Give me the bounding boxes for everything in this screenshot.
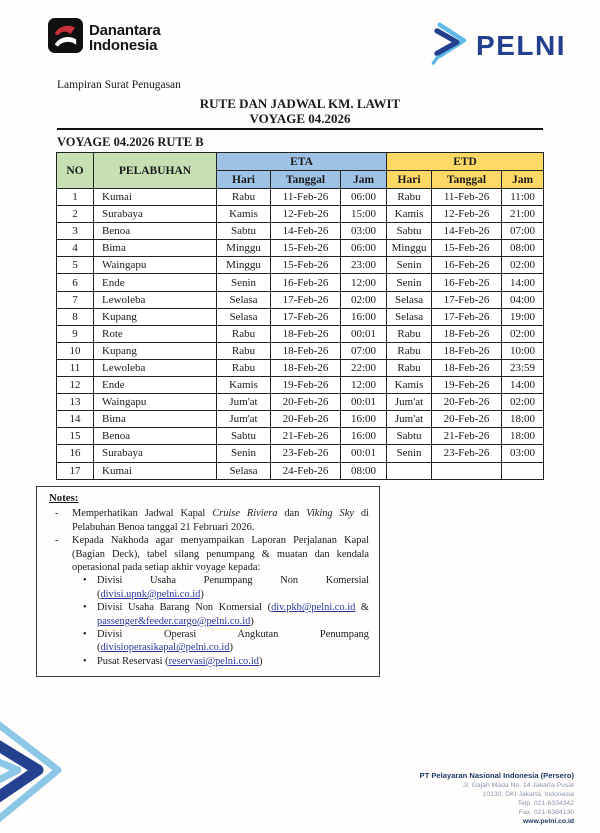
cell-pelabuhan: Benoa (94, 428, 217, 445)
cell-eta-hari: Selasa (217, 291, 271, 308)
footer-fax: Fax. 021-6384130 (518, 809, 574, 816)
cell-etd-jam: 18:00 (502, 411, 544, 428)
col-group-eta: ETA (217, 153, 387, 171)
cell-etd-tanggal: 20-Feb-26 (432, 411, 502, 428)
schedule-table-row (57, 223, 544, 240)
cell-eta-hari: Sabtu (217, 428, 271, 445)
cell-no: 16 (57, 445, 94, 462)
text-segment: ) (258, 655, 263, 667)
cell-etd-jam: 02:00 (502, 325, 544, 342)
cell-eta-tanggal: 11-Feb-26 (271, 189, 341, 206)
cell-no: 15 (57, 428, 94, 445)
cell-etd-tanggal (432, 462, 502, 479)
footer-website: www.pelni.co.id (522, 818, 574, 825)
schedule-table-row (57, 428, 544, 445)
schedule-table-row (57, 308, 544, 325)
text-segment: Cruise Riviera (212, 508, 278, 520)
danantara-logo (48, 18, 161, 58)
cell-eta-jam: 07:00 (341, 342, 387, 359)
cell-eta-tanggal: 18-Feb-26 (271, 325, 341, 342)
notes-heading: Notes: (49, 492, 79, 504)
text-segment: Divisi Operasi Angkutan Penumpang ( (97, 629, 369, 654)
pelni-chevron-watermark (0, 714, 89, 833)
cell-etd-tanggal: 18-Feb-26 (432, 359, 502, 376)
cell-eta-jam: 12:00 (341, 274, 387, 291)
cell-etd-tanggal: 21-Feb-26 (432, 428, 502, 445)
list-marker: • (83, 629, 87, 641)
pelni-logo (430, 21, 566, 70)
cell-eta-hari: Rabu (217, 359, 271, 376)
cell-etd-jam (502, 462, 544, 479)
title-line2: VOYAGE 04.2026 (249, 111, 351, 126)
cell-etd-hari: Sabtu (387, 428, 432, 445)
cell-no: 13 (57, 394, 94, 411)
schedule-table (56, 152, 544, 480)
cell-no: 8 (57, 308, 94, 325)
cell-eta-tanggal: 16-Feb-26 (271, 274, 341, 291)
text-segment: Divisi Usaha Barang Non Komersial ( (97, 602, 272, 614)
footer-contact-block (420, 771, 574, 826)
danantara-wordmark (89, 23, 161, 53)
cell-pelabuhan: Lewoleba (94, 291, 217, 308)
cell-etd-tanggal: 20-Feb-26 (432, 394, 502, 411)
cell-no: 12 (57, 377, 94, 394)
cell-no: 2 (57, 206, 94, 223)
notes-bullet-list (49, 574, 369, 668)
schedule-table-row (57, 342, 544, 359)
schedule-table-row (57, 359, 544, 376)
cell-no: 4 (57, 240, 94, 257)
cell-eta-hari: Jum'at (217, 394, 271, 411)
cell-eta-jam: 15:00 (341, 206, 387, 223)
text-segment: Kepada Nakhoda agar menyampaikan Laporan Perjalanan Kapal (Bagian Deck), tabel silang penumpang & muatan dan kendala operasional pada setiap akhir voyage kepada: (72, 535, 369, 574)
notes-dash-item (49, 507, 369, 534)
cell-eta-jam: 22:00 (341, 359, 387, 376)
cell-eta-hari: Senin (217, 274, 271, 291)
cell-eta-hari: Kamis (217, 206, 271, 223)
text-segment: di Pelabuhan Benoa tanggal 21 Februari 2026. (72, 508, 369, 533)
lampiran-label: Lampiran Surat Penugasan (57, 79, 181, 91)
cell-pelabuhan: Bima (94, 240, 217, 257)
list-item-text (97, 601, 369, 628)
list-marker: • (83, 602, 87, 614)
cell-no: 5 (57, 257, 94, 274)
cell-etd-hari: Rabu (387, 189, 432, 206)
notes-bullet-item (49, 574, 369, 601)
cell-etd-jam: 14:00 (502, 377, 544, 394)
text-segment: ) (250, 615, 254, 627)
col-header-etd-tanggal: Tanggal (432, 171, 502, 189)
cell-eta-jam: 03:00 (341, 223, 387, 240)
schedule-table-row (57, 274, 544, 291)
cell-eta-hari: Selasa (217, 308, 271, 325)
cell-pelabuhan: Benoa (94, 223, 217, 240)
cell-etd-tanggal: 23-Feb-26 (432, 445, 502, 462)
cell-eta-jam: 12:00 (341, 377, 387, 394)
pelni-wordmark: PELNI (476, 29, 566, 61)
cell-etd-hari: Senin (387, 445, 432, 462)
cell-eta-hari: Rabu (217, 342, 271, 359)
cell-etd-hari: Rabu (387, 342, 432, 359)
schedule-table-header (57, 153, 544, 189)
cell-pelabuhan: Kupang (94, 342, 217, 359)
cell-eta-jam: 16:00 (341, 428, 387, 445)
schedule-table-row (57, 325, 544, 342)
col-header-no: NO (57, 153, 94, 189)
footer-address-line1: Jl. Gajah Mada No. 14 Jakarta Pusat (462, 782, 574, 789)
danantara-line2: Indonesia (89, 37, 158, 54)
cell-etd-jam: 18:00 (502, 428, 544, 445)
email-link[interactable]: passenger&feeder.cargo@pelni.co.id (97, 615, 251, 627)
cell-etd-hari: Selasa (387, 308, 432, 325)
cell-eta-jam: 16:00 (341, 308, 387, 325)
cell-eta-hari: Jum'at (217, 411, 271, 428)
cell-no: 14 (57, 411, 94, 428)
cell-etd-hari: Kamis (387, 206, 432, 223)
footer-address-line2: 10130, DKI Jakarta, Indonesia (482, 791, 574, 798)
cell-eta-jam: 06:00 (341, 189, 387, 206)
cell-etd-tanggal: 11-Feb-26 (432, 189, 502, 206)
cell-etd-tanggal: 18-Feb-26 (432, 325, 502, 342)
list-marker: - (55, 508, 59, 520)
cell-pelabuhan: Bima (94, 411, 217, 428)
schedule-table-row (57, 377, 544, 394)
cell-eta-tanggal: 20-Feb-26 (271, 411, 341, 428)
cell-etd-hari: Senin (387, 257, 432, 274)
cell-etd-jam: 04:00 (502, 291, 544, 308)
cell-pelabuhan: Kumai (94, 462, 217, 479)
list-item-text (97, 628, 369, 655)
cell-etd-hari: Senin (387, 274, 432, 291)
list-item-text (97, 655, 262, 668)
text-segment: Pusat Reservasi ( (97, 655, 169, 667)
cell-etd-jam: 10:00 (502, 342, 544, 359)
title-line1: RUTE DAN JADWAL KM. LAWIT (199, 96, 401, 111)
cell-eta-hari: Rabu (217, 325, 271, 342)
col-header-etd-jam: Jam (502, 171, 544, 189)
cell-etd-tanggal: 17-Feb-26 (432, 308, 502, 325)
text-segment: ) (229, 642, 233, 654)
cell-etd-tanggal: 18-Feb-26 (432, 342, 502, 359)
cell-eta-tanggal: 15-Feb-26 (271, 257, 341, 274)
cell-eta-hari: Selasa (217, 462, 271, 479)
notes-bullet-item (49, 655, 369, 668)
text-segment: Viking Sky (306, 508, 354, 520)
text-segment: dan (277, 508, 307, 520)
title-divider (57, 128, 543, 130)
cell-etd-jam: 11:00 (502, 189, 544, 206)
cell-etd-jam: 02:00 (502, 394, 544, 411)
col-group-etd: ETD (387, 153, 544, 171)
cell-etd-jam: 19:00 (502, 308, 544, 325)
cell-etd-tanggal: 17-Feb-26 (432, 291, 502, 308)
cell-etd-jam: 21:00 (502, 206, 544, 223)
cell-eta-hari: Minggu (217, 240, 271, 257)
cell-etd-hari (387, 462, 432, 479)
cell-eta-jam: 23:00 (341, 257, 387, 274)
cell-no: 1 (57, 189, 94, 206)
cell-etd-tanggal: 16-Feb-26 (432, 274, 502, 291)
cell-eta-jam: 08:00 (341, 462, 387, 479)
cell-eta-tanggal: 23-Feb-26 (271, 445, 341, 462)
footer-phone: Telp. 021-6334342 (517, 800, 574, 807)
voyage-route-heading: VOYAGE 04.2026 RUTE B (57, 135, 204, 149)
cell-etd-tanggal: 15-Feb-26 (432, 240, 502, 257)
cell-eta-tanggal: 21-Feb-26 (271, 428, 341, 445)
schedule-table-body (57, 189, 544, 480)
cell-eta-hari: Minggu (217, 257, 271, 274)
cell-eta-jam: 00:01 (341, 325, 387, 342)
cell-eta-hari: Kamis (217, 377, 271, 394)
cell-eta-tanggal: 17-Feb-26 (271, 308, 341, 325)
cell-etd-hari: Selasa (387, 291, 432, 308)
notes-bullet-item (49, 628, 369, 655)
cell-eta-tanggal: 15-Feb-26 (271, 240, 341, 257)
email-link[interactable]: div.pkb@pelni.co.id (271, 602, 356, 614)
cell-eta-jam: 06:00 (341, 240, 387, 257)
schedule-table-row (57, 257, 544, 274)
list-item-text (72, 534, 369, 574)
cell-eta-hari: Senin (217, 445, 271, 462)
notes-dash-list (49, 507, 369, 574)
cell-eta-hari: Sabtu (217, 223, 271, 240)
email-link[interactable]: divisioperasikapal@pelni.co.id (100, 642, 230, 654)
cell-etd-hari: Minggu (387, 240, 432, 257)
col-header-eta-hari: Hari (217, 171, 271, 189)
cell-no: 3 (57, 223, 94, 240)
cell-etd-jam: 14:00 (502, 274, 544, 291)
cell-eta-tanggal: 20-Feb-26 (271, 394, 341, 411)
schedule-table-row (57, 462, 544, 479)
email-link[interactable]: reservasi@pelni.co.id (168, 655, 259, 667)
list-marker: • (83, 575, 87, 587)
cell-no: 7 (57, 291, 94, 308)
schedule-table-row (57, 291, 544, 308)
text-segment: Memperhatikan Jadwal Kapal (72, 508, 213, 520)
notes-box (36, 486, 380, 677)
cell-eta-tanggal: 18-Feb-26 (271, 359, 341, 376)
cell-eta-jam: 02:00 (341, 291, 387, 308)
cell-etd-jam: 07:00 (502, 223, 544, 240)
col-header-etd-hari: Hari (387, 171, 432, 189)
cell-pelabuhan: Surabaya (94, 445, 217, 462)
cell-etd-jam: 23:59 (502, 359, 544, 376)
schedule-table-row (57, 240, 544, 257)
cell-pelabuhan: Waingapu (94, 394, 217, 411)
cell-eta-tanggal: 19-Feb-26 (271, 377, 341, 394)
schedule-table-row (57, 411, 544, 428)
cell-pelabuhan: Surabaya (94, 206, 217, 223)
text-segment: Divisi Usaha Penumpang Non Komersial ( (97, 575, 369, 600)
cell-pelabuhan: Waingapu (94, 257, 217, 274)
email-link[interactable]: divisi.upnk@pelni.co.id (100, 588, 201, 600)
cell-pelabuhan: Rote (94, 325, 217, 342)
cell-no: 6 (57, 274, 94, 291)
cell-pelabuhan: Lewoleba (94, 359, 217, 376)
letterhead (48, 18, 566, 70)
schedule-table-row (57, 206, 544, 223)
cell-etd-jam: 02:00 (502, 257, 544, 274)
schedule-table-row (57, 445, 544, 462)
cell-pelabuhan: Ende (94, 274, 217, 291)
cell-eta-jam: 16:00 (341, 411, 387, 428)
notes-dash-item (49, 534, 369, 574)
cell-etd-tanggal: 12-Feb-26 (432, 206, 502, 223)
schedule-table-row (57, 394, 544, 411)
cell-etd-tanggal: 14-Feb-26 (432, 223, 502, 240)
text-segment: & (355, 602, 369, 614)
cell-pelabuhan: Ende (94, 377, 217, 394)
cell-eta-tanggal: 14-Feb-26 (271, 223, 341, 240)
list-marker: - (55, 535, 59, 547)
cell-pelabuhan: Kupang (94, 308, 217, 325)
pelni-sail-icon (430, 21, 470, 70)
cell-eta-tanggal: 18-Feb-26 (271, 342, 341, 359)
list-marker: • (83, 655, 87, 667)
cell-eta-jam: 00:01 (341, 445, 387, 462)
cell-eta-jam: 00:01 (341, 394, 387, 411)
cell-etd-tanggal: 16-Feb-26 (432, 257, 502, 274)
col-header-pelabuhan: PELABUHAN (94, 153, 217, 189)
cell-eta-tanggal: 12-Feb-26 (271, 206, 341, 223)
cell-etd-hari: Jum'at (387, 411, 432, 428)
list-item-text (97, 574, 369, 601)
cell-etd-hari: Rabu (387, 325, 432, 342)
list-item-text (72, 507, 369, 534)
cell-eta-tanggal: 17-Feb-26 (271, 291, 341, 308)
document-title (0, 96, 600, 126)
cell-eta-tanggal: 24-Feb-26 (271, 462, 341, 479)
cell-etd-hari: Rabu (387, 359, 432, 376)
cell-etd-hari: Kamis (387, 377, 432, 394)
footer-company-name: PT Pelayaran Nasional Indonesia (Persero) (419, 771, 574, 780)
cell-no: 11 (57, 359, 94, 376)
cell-etd-jam: 08:00 (502, 240, 544, 257)
cell-no: 10 (57, 342, 94, 359)
col-header-eta-jam: Jam (341, 171, 387, 189)
cell-etd-hari: Sabtu (387, 223, 432, 240)
danantara-icon (48, 18, 83, 58)
cell-etd-tanggal: 19-Feb-26 (432, 377, 502, 394)
cell-no: 9 (57, 325, 94, 342)
col-header-eta-tanggal: Tanggal (271, 171, 341, 189)
cell-no: 17 (57, 462, 94, 479)
cell-etd-hari: Jum'at (387, 394, 432, 411)
cell-pelabuhan: Kumai (94, 189, 217, 206)
text-segment: ) (200, 588, 204, 600)
cell-eta-hari: Rabu (217, 189, 271, 206)
notes-bullet-item (49, 601, 369, 628)
schedule-table-row (57, 189, 544, 206)
danantara-line1: Danantara (89, 22, 161, 39)
cell-etd-jam: 03:00 (502, 445, 544, 462)
